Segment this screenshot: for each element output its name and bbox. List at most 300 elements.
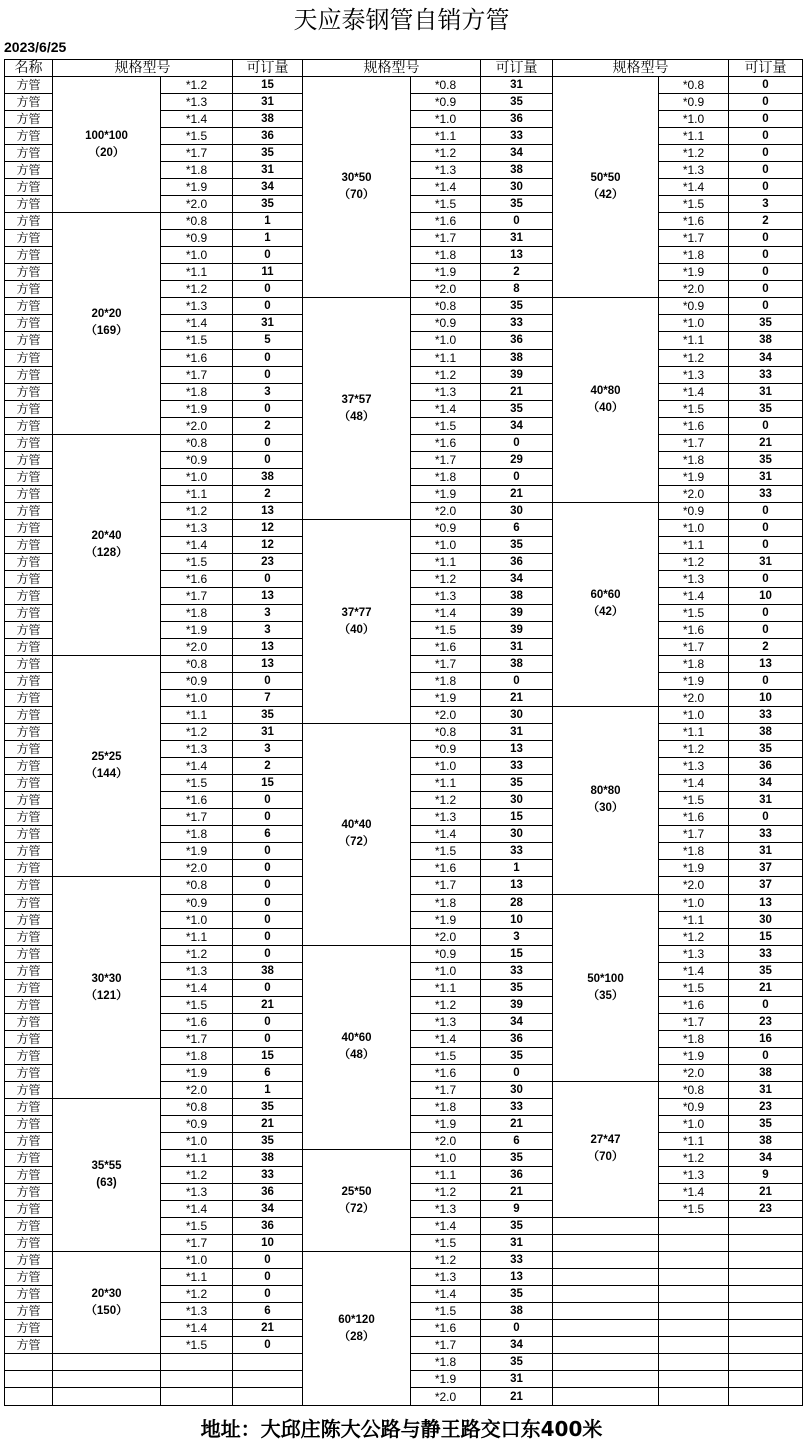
- quantity-cell: 35: [481, 775, 553, 792]
- thickness-cell: *1.3: [659, 945, 729, 962]
- thickness-cell: *0.8: [411, 298, 481, 315]
- spec-size: 25*25: [91, 751, 122, 764]
- spec-group-cell: [53, 656, 161, 877]
- quantity-cell: 35: [481, 536, 553, 553]
- thickness-cell: *1.0: [659, 894, 729, 911]
- spec-group-cell: [553, 894, 659, 1081]
- quantity-cell: 35: [481, 979, 553, 996]
- quantity-cell: 0: [233, 1013, 303, 1030]
- thickness-cell: *1.4: [161, 315, 233, 332]
- product-name-cell: 方管: [5, 1337, 53, 1354]
- thickness-cell: *1.3: [161, 962, 233, 979]
- spec-group-cell: [53, 1098, 161, 1251]
- quantity-cell: 31: [481, 1235, 553, 1252]
- spec-group-cell: [553, 1081, 659, 1217]
- quantity-cell: 33: [729, 366, 803, 383]
- product-name-cell: 方管: [5, 502, 53, 519]
- product-name-cell: 方管: [5, 1167, 53, 1184]
- quantity-cell: 31: [729, 468, 803, 485]
- empty-cell: [161, 1371, 233, 1388]
- quantity-cell: 33: [233, 1167, 303, 1184]
- thickness-cell: *1.1: [411, 553, 481, 570]
- quantity-cell: 38: [233, 111, 303, 128]
- thickness-cell: *1.3: [411, 1269, 481, 1286]
- quantity-cell: 33: [481, 1098, 553, 1115]
- thickness-cell: *1.2: [659, 741, 729, 758]
- quantity-cell: 35: [481, 298, 553, 315]
- thickness-cell: *1.9: [161, 179, 233, 196]
- date-label: 2023/6/25: [4, 39, 67, 55]
- thickness-cell: *1.7: [411, 877, 481, 894]
- product-name-cell: 方管: [5, 77, 53, 94]
- thickness-cell: *2.0: [161, 860, 233, 877]
- product-name-cell: 方管: [5, 673, 53, 690]
- thickness-cell: *1.8: [161, 826, 233, 843]
- quantity-cell: 0: [729, 247, 803, 264]
- empty-cell: [233, 1354, 303, 1371]
- thickness-cell: *1.9: [411, 485, 481, 502]
- product-name-cell: 方管: [5, 1115, 53, 1132]
- thickness-cell: *1.8: [411, 468, 481, 485]
- quantity-cell: 35: [729, 400, 803, 417]
- product-name-cell: 方管: [5, 281, 53, 298]
- quantity-cell: 13: [481, 877, 553, 894]
- quantity-cell: 35: [233, 1132, 303, 1149]
- thickness-cell: *1.6: [411, 434, 481, 451]
- empty-cell: [729, 1252, 803, 1269]
- quantity-cell: 30: [481, 502, 553, 519]
- quantity-cell: 33: [481, 315, 553, 332]
- product-name-cell: 方管: [5, 451, 53, 468]
- quantity-cell: 38: [233, 468, 303, 485]
- empty-cell: [553, 1320, 659, 1337]
- quantity-cell: 38: [481, 656, 553, 673]
- thickness-cell: *2.0: [659, 877, 729, 894]
- quantity-cell: 31: [481, 724, 553, 741]
- quantity-cell: 38: [481, 349, 553, 366]
- quantity-cell: 0: [729, 536, 803, 553]
- thickness-cell: *1.2: [411, 570, 481, 587]
- thickness-cell: *1.9: [659, 673, 729, 690]
- quantity-cell: 33: [729, 945, 803, 962]
- quantity-cell: 0: [729, 809, 803, 826]
- quantity-cell: 12: [233, 536, 303, 553]
- quantity-cell: 0: [233, 860, 303, 877]
- thickness-cell: *1.8: [161, 383, 233, 400]
- quantity-cell: 6: [481, 519, 553, 536]
- quantity-cell: 8: [481, 281, 553, 298]
- spec-size: 40*60: [341, 1032, 372, 1045]
- thickness-cell: *1.4: [411, 1218, 481, 1235]
- thickness-cell: *1.7: [161, 1030, 233, 1047]
- product-name-cell: 方管: [5, 1218, 53, 1235]
- product-name-cell: 方管: [5, 622, 53, 639]
- empty-cell: [729, 1337, 803, 1354]
- quantity-cell: 31: [729, 843, 803, 860]
- spec-size: 30*50: [341, 172, 372, 185]
- spec-group-cell: [303, 1252, 411, 1406]
- thickness-cell: *0.9: [161, 230, 233, 247]
- thickness-cell: *1.0: [161, 1252, 233, 1269]
- quantity-cell: 0: [729, 996, 803, 1013]
- thickness-cell: *1.9: [659, 468, 729, 485]
- product-name-cell: 方管: [5, 247, 53, 264]
- empty-cell: [659, 1235, 729, 1252]
- product-name-cell: 方管: [5, 468, 53, 485]
- thickness-cell: *1.7: [659, 230, 729, 247]
- spec-total: (63): [96, 1177, 117, 1190]
- quantity-cell: 6: [481, 1132, 553, 1149]
- thickness-cell: *1.3: [161, 1184, 233, 1201]
- thickness-cell: *1.8: [659, 451, 729, 468]
- quantity-cell: 0: [233, 570, 303, 587]
- thickness-cell: *0.8: [411, 77, 481, 94]
- quantity-cell: 30: [481, 707, 553, 724]
- header-name: 名称: [5, 60, 53, 77]
- thickness-cell: *1.4: [161, 979, 233, 996]
- thickness-cell: *1.1: [659, 332, 729, 349]
- quantity-cell: 35: [481, 1218, 553, 1235]
- thickness-cell: *0.9: [411, 519, 481, 536]
- thickness-cell: *1.3: [161, 1303, 233, 1320]
- quantity-cell: 0: [481, 1320, 553, 1337]
- thickness-cell: *1.3: [411, 1201, 481, 1218]
- thickness-cell: *1.0: [659, 1115, 729, 1132]
- thickness-cell: *1.0: [411, 962, 481, 979]
- product-name-cell: 方管: [5, 434, 53, 451]
- quantity-cell: 31: [481, 230, 553, 247]
- thickness-cell: *1.2: [659, 1149, 729, 1166]
- quantity-cell: 31: [481, 1371, 553, 1388]
- spec-total: （48）: [338, 1049, 375, 1062]
- thickness-cell: *2.0: [161, 417, 233, 434]
- quantity-cell: 35: [233, 707, 303, 724]
- quantity-cell: 3: [233, 383, 303, 400]
- thickness-cell: *1.9: [411, 690, 481, 707]
- quantity-cell: 33: [729, 485, 803, 502]
- product-name-cell: 方管: [5, 877, 53, 894]
- quantity-cell: 35: [481, 1047, 553, 1064]
- quantity-cell: 35: [729, 315, 803, 332]
- thickness-cell: *1.0: [411, 758, 481, 775]
- quantity-cell: 13: [481, 1269, 553, 1286]
- thickness-cell: *1.4: [411, 1030, 481, 1047]
- thickness-cell: *1.5: [411, 843, 481, 860]
- quantity-cell: 21: [481, 485, 553, 502]
- empty-cell: [729, 1235, 803, 1252]
- quantity-cell: 13: [729, 656, 803, 673]
- product-name-cell: 方管: [5, 604, 53, 621]
- spec-total: （150）: [85, 1304, 128, 1317]
- empty-cell: [729, 1371, 803, 1388]
- quantity-cell: 38: [233, 962, 303, 979]
- thickness-cell: *1.9: [659, 860, 729, 877]
- product-name-cell: 方管: [5, 724, 53, 741]
- thickness-cell: *1.5: [659, 979, 729, 996]
- thickness-cell: *1.2: [161, 1286, 233, 1303]
- thickness-cell: *0.8: [659, 77, 729, 94]
- quantity-cell: 11: [233, 264, 303, 281]
- thickness-cell: *0.9: [161, 673, 233, 690]
- spec-total: （42）: [587, 606, 624, 619]
- thickness-cell: *1.7: [411, 1081, 481, 1098]
- product-name-cell: 方管: [5, 1047, 53, 1064]
- product-name-cell: 方管: [5, 213, 53, 230]
- thickness-cell: *1.8: [161, 1047, 233, 1064]
- spec-group-cell: [303, 945, 411, 1149]
- quantity-cell: 0: [233, 451, 303, 468]
- thickness-cell: *0.8: [659, 1081, 729, 1098]
- thickness-cell: *1.2: [161, 1167, 233, 1184]
- product-name-cell: 方管: [5, 298, 53, 315]
- quantity-cell: 38: [729, 724, 803, 741]
- quantity-cell: 1: [233, 213, 303, 230]
- product-name-cell: 方管: [5, 1030, 53, 1047]
- thickness-cell: *1.4: [411, 826, 481, 843]
- spec-total: （144）: [85, 768, 128, 781]
- quantity-cell: 0: [233, 298, 303, 315]
- thickness-cell: *1.5: [659, 400, 729, 417]
- thickness-cell: *1.6: [411, 1320, 481, 1337]
- quantity-cell: 34: [729, 775, 803, 792]
- quantity-cell: 34: [481, 145, 553, 162]
- empty-cell: [659, 1252, 729, 1269]
- product-name-cell: 方管: [5, 1184, 53, 1201]
- product-name-cell: 方管: [5, 315, 53, 332]
- thickness-cell: *1.7: [411, 451, 481, 468]
- product-name-cell: 方管: [5, 417, 53, 434]
- quantity-cell: 30: [481, 826, 553, 843]
- quantity-cell: 23: [729, 1013, 803, 1030]
- product-name-cell: 方管: [5, 690, 53, 707]
- quantity-cell: 28: [481, 894, 553, 911]
- thickness-cell: *2.0: [411, 502, 481, 519]
- empty-cell: [729, 1286, 803, 1303]
- quantity-cell: 39: [481, 622, 553, 639]
- thickness-cell: *1.2: [411, 996, 481, 1013]
- spec-group-cell: [303, 1149, 411, 1251]
- quantity-cell: 0: [729, 298, 803, 315]
- thickness-cell: *1.1: [411, 979, 481, 996]
- thickness-cell: *0.9: [161, 451, 233, 468]
- quantity-cell: 38: [729, 1132, 803, 1149]
- spec-total: （20）: [88, 146, 125, 159]
- product-name-cell: 方管: [5, 400, 53, 417]
- thickness-cell: *1.9: [659, 264, 729, 281]
- quantity-cell: 15: [481, 809, 553, 826]
- thickness-cell: *1.0: [659, 519, 729, 536]
- empty-cell: [5, 1388, 53, 1406]
- thickness-cell: *2.0: [659, 485, 729, 502]
- thickness-cell: *1.6: [659, 622, 729, 639]
- quantity-cell: 33: [481, 962, 553, 979]
- quantity-cell: 0: [729, 128, 803, 145]
- thickness-cell: *1.4: [411, 1286, 481, 1303]
- thickness-cell: *1.5: [659, 196, 729, 213]
- product-name-cell: 方管: [5, 911, 53, 928]
- thickness-cell: *1.7: [411, 1337, 481, 1354]
- thickness-cell: *1.1: [659, 128, 729, 145]
- header-qty-1: 可订量: [233, 60, 303, 77]
- quantity-cell: 0: [729, 230, 803, 247]
- quantity-cell: 31: [481, 77, 553, 94]
- product-name-cell: 方管: [5, 1269, 53, 1286]
- quantity-cell: 23: [233, 553, 303, 570]
- quantity-cell: 0: [233, 1286, 303, 1303]
- quantity-cell: 1: [233, 230, 303, 247]
- thickness-cell: *1.8: [411, 1098, 481, 1115]
- spec-size: 50*100: [587, 972, 624, 985]
- spec-total: （48）: [338, 410, 375, 423]
- quantity-cell: 21: [729, 1184, 803, 1201]
- thickness-cell: *1.2: [161, 77, 233, 94]
- thickness-cell: *2.0: [411, 1132, 481, 1149]
- spec-total: （169）: [85, 325, 128, 338]
- spec-size: 50*50: [590, 172, 621, 185]
- quantity-cell: 10: [233, 1235, 303, 1252]
- empty-cell: [5, 1371, 53, 1388]
- quantity-cell: 35: [729, 1115, 803, 1132]
- quantity-cell: 30: [481, 1081, 553, 1098]
- header-spec-2: 规格型号: [303, 60, 481, 77]
- product-name-cell: 方管: [5, 826, 53, 843]
- product-name-cell: 方管: [5, 1081, 53, 1098]
- quantity-cell: 0: [729, 77, 803, 94]
- quantity-cell: 33: [481, 1252, 553, 1269]
- quantity-cell: 31: [233, 315, 303, 332]
- empty-cell: [729, 1388, 803, 1406]
- thickness-cell: *1.0: [659, 315, 729, 332]
- quantity-cell: 0: [481, 673, 553, 690]
- thickness-cell: *0.8: [161, 434, 233, 451]
- thickness-cell: *2.0: [411, 707, 481, 724]
- quantity-cell: 30: [481, 179, 553, 196]
- empty-cell: [553, 1303, 659, 1320]
- quantity-cell: 0: [233, 945, 303, 962]
- quantity-cell: 0: [233, 809, 303, 826]
- thickness-cell: *1.1: [161, 928, 233, 945]
- quantity-cell: 38: [729, 332, 803, 349]
- thickness-cell: *1.4: [161, 536, 233, 553]
- spec-group-cell: [553, 707, 659, 894]
- thickness-cell: *1.5: [659, 604, 729, 621]
- quantity-cell: 34: [481, 417, 553, 434]
- thickness-cell: *1.2: [659, 928, 729, 945]
- spec-group-cell: [553, 298, 659, 502]
- thickness-cell: *1.9: [411, 1115, 481, 1132]
- thickness-cell: *1.4: [659, 179, 729, 196]
- thickness-cell: *1.3: [161, 94, 233, 111]
- thickness-cell: *1.4: [161, 111, 233, 128]
- product-name-cell: 方管: [5, 111, 53, 128]
- quantity-cell: 34: [729, 349, 803, 366]
- quantity-cell: 35: [729, 741, 803, 758]
- quantity-cell: 38: [729, 1064, 803, 1081]
- thickness-cell: *0.9: [161, 894, 233, 911]
- quantity-cell: 36: [233, 1184, 303, 1201]
- product-name-cell: 方管: [5, 979, 53, 996]
- product-name-cell: 方管: [5, 383, 53, 400]
- thickness-cell: *1.9: [161, 400, 233, 417]
- spec-size: 37*77: [341, 606, 372, 619]
- spec-total: （128）: [85, 546, 128, 559]
- thickness-cell: *1.4: [659, 775, 729, 792]
- thickness-cell: *1.5: [161, 553, 233, 570]
- spec-size: 40*80: [590, 385, 621, 398]
- quantity-cell: 0: [729, 502, 803, 519]
- thickness-cell: *1.9: [659, 1047, 729, 1064]
- quantity-cell: 6: [233, 1303, 303, 1320]
- empty-cell: [659, 1371, 729, 1388]
- thickness-cell: *1.2: [411, 366, 481, 383]
- thickness-cell: *1.2: [411, 1184, 481, 1201]
- empty-cell: [729, 1354, 803, 1371]
- quantity-cell: 39: [481, 604, 553, 621]
- quantity-cell: 38: [481, 1303, 553, 1320]
- quantity-cell: 0: [233, 792, 303, 809]
- quantity-cell: 33: [481, 758, 553, 775]
- spec-group-cell: [303, 724, 411, 945]
- product-name-cell: 方管: [5, 860, 53, 877]
- quantity-cell: 34: [729, 1149, 803, 1166]
- thickness-cell: *1.9: [411, 911, 481, 928]
- quantity-cell: 0: [729, 1047, 803, 1064]
- spec-total: （28）: [338, 1330, 375, 1343]
- quantity-cell: 35: [481, 196, 553, 213]
- empty-cell: [659, 1354, 729, 1371]
- thickness-cell: *2.0: [161, 196, 233, 213]
- thickness-cell: *1.9: [161, 843, 233, 860]
- quantity-cell: 3: [481, 928, 553, 945]
- table-row: [5, 77, 803, 94]
- thickness-cell: *1.1: [411, 1167, 481, 1184]
- thickness-cell: *1.7: [161, 145, 233, 162]
- product-name-cell: 方管: [5, 775, 53, 792]
- thickness-cell: *1.5: [411, 1235, 481, 1252]
- quantity-cell: 34: [481, 570, 553, 587]
- thickness-cell: *1.0: [161, 247, 233, 264]
- thickness-cell: *1.5: [161, 1218, 233, 1235]
- product-name-cell: 方管: [5, 1149, 53, 1166]
- empty-cell: [553, 1252, 659, 1269]
- product-name-cell: 方管: [5, 894, 53, 911]
- quantity-cell: 2: [729, 213, 803, 230]
- empty-cell: [553, 1235, 659, 1252]
- product-name-cell: 方管: [5, 179, 53, 196]
- quantity-cell: 36: [729, 758, 803, 775]
- thickness-cell: *1.8: [161, 604, 233, 621]
- quantity-cell: 36: [481, 111, 553, 128]
- thickness-cell: *1.2: [411, 145, 481, 162]
- product-name-cell: 方管: [5, 519, 53, 536]
- quantity-cell: 34: [233, 179, 303, 196]
- empty-cell: [553, 1218, 659, 1235]
- spec-group-cell: [303, 519, 411, 723]
- empty-cell: [659, 1303, 729, 1320]
- quantity-cell: 16: [729, 1030, 803, 1047]
- quantity-cell: 0: [729, 94, 803, 111]
- thickness-cell: *1.2: [659, 145, 729, 162]
- thickness-cell: *1.5: [659, 792, 729, 809]
- thickness-cell: *1.8: [659, 656, 729, 673]
- empty-cell: [233, 1371, 303, 1388]
- thickness-cell: *1.8: [659, 247, 729, 264]
- quantity-cell: 30: [729, 911, 803, 928]
- product-name-cell: 方管: [5, 570, 53, 587]
- header-qty-2: 可订量: [481, 60, 553, 77]
- quantity-cell: 2: [233, 417, 303, 434]
- quantity-cell: 36: [233, 1218, 303, 1235]
